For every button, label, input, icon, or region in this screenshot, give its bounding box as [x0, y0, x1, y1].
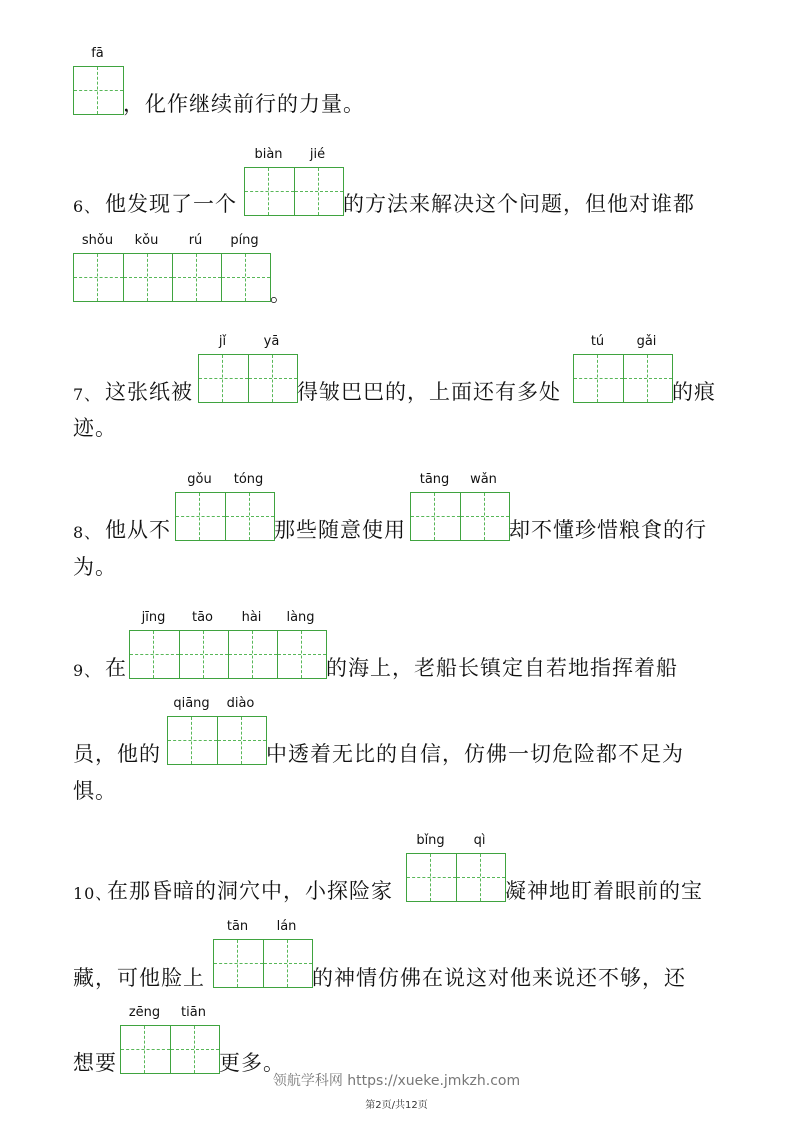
pinyin-diao: diào	[226, 696, 255, 711]
answer-box-shoukouruping[interactable]	[73, 253, 271, 302]
answer-box-tugai[interactable]	[573, 354, 673, 403]
q8-text-a: 他从不	[105, 518, 171, 542]
q10-text-b: 凝神地盯着眼前的宝	[505, 879, 703, 903]
q9-text-e: 惧。	[73, 779, 117, 803]
answer-box-bianjie[interactable]	[244, 167, 344, 216]
q10-text-f: 更多。	[219, 1051, 285, 1075]
pinyin-shou: shǒu	[81, 233, 114, 248]
q9-text-c: 员，他的	[73, 742, 161, 766]
q9-text-b: 的海上，老船长镇定自若地指挥着船	[326, 656, 678, 680]
pinyin-qiang: qiāng	[173, 696, 210, 711]
page-number: 第2页/共12页	[365, 1100, 428, 1111]
question-number-10: 10、	[73, 884, 113, 903]
q7-text-a: 这张纸被	[105, 380, 193, 404]
pinyin-ji: jǐ	[218, 334, 227, 349]
q8-text-c: 却不懂珍惜粮食的行	[509, 518, 707, 542]
pinyin-hai: hài	[241, 610, 262, 625]
answer-box-qiangdiao[interactable]	[167, 716, 267, 765]
pinyin-kou: kǒu	[134, 233, 159, 248]
pinyin-qi: qì	[473, 833, 486, 848]
q10-text-e: 想要	[73, 1051, 117, 1075]
q10-text-c: 藏，可他脸上	[73, 966, 205, 990]
pinyin-jie: jié	[309, 147, 326, 162]
line-text: ，化作继续前行的力量。	[123, 92, 365, 116]
pinyin-tao: tāo	[191, 610, 214, 625]
pinyin-lan: lán	[276, 919, 297, 934]
q10-text-d: 的神情仿佛在说这对他来说还不够，还	[312, 966, 686, 990]
watermark: 领航学科网 https://xueke.jmkzh.com	[272, 1073, 521, 1089]
answer-box-jiya[interactable]	[198, 354, 298, 403]
q8-text-b: 那些随意使用	[274, 518, 406, 542]
answer-box-tangwan[interactable]	[410, 492, 510, 541]
pinyin-wan: wǎn	[470, 472, 497, 487]
answer-box-goutong[interactable]	[175, 492, 275, 541]
pinyin-tan: tān	[226, 919, 249, 934]
question-number-9: 9、	[73, 661, 102, 680]
answer-box-bingqi[interactable]	[406, 853, 506, 902]
pinyin-fa: fā	[91, 46, 104, 61]
q7-text-d: 迹。	[73, 416, 117, 440]
pinyin-jing: jīng	[141, 610, 166, 625]
pinyin-gou: gǒu	[187, 472, 212, 487]
q6-text-a: 他发现了一个	[105, 192, 237, 216]
q6-text-c: 。	[270, 282, 292, 306]
question-number-8: 8、	[73, 523, 102, 542]
q9-text-d: 中透着无比的自信，仿佛一切危险都不足为	[266, 742, 684, 766]
pinyin-tong: tóng	[233, 472, 264, 487]
answer-box-zengtian[interactable]	[120, 1025, 220, 1074]
pinyin-lang: làng	[286, 610, 315, 625]
pinyin-zeng: zēng	[128, 1005, 161, 1020]
pinyin-ru: rú	[188, 233, 203, 248]
pinyin-ya: yā	[263, 334, 280, 349]
question-number-6: 6、	[73, 197, 102, 216]
pinyin-tu: tú	[590, 334, 605, 349]
q10-text-a: 在那昏暗的洞穴中，小探险家	[107, 879, 393, 903]
pinyin-tang: tāng	[419, 472, 450, 487]
pinyin-tian: tiān	[181, 1005, 206, 1020]
q7-text-c: 的痕	[672, 380, 716, 404]
answer-box-jingtaohailang[interactable]	[129, 630, 327, 679]
q7-text-b: 得皱巴巴的，上面还有多处	[297, 380, 561, 404]
q8-text-d: 为。	[73, 555, 117, 579]
answer-box-tanlan[interactable]	[213, 939, 313, 988]
pinyin-ping: píng	[230, 233, 259, 248]
pinyin-bing: bǐng	[416, 833, 445, 848]
question-number-7: 7、	[73, 385, 102, 404]
answer-box-fa[interactable]	[73, 66, 124, 115]
q6-text-b: 的方法来解决这个问题，但他对谁都	[343, 192, 695, 216]
pinyin-gai: gǎi	[636, 334, 657, 349]
q9-text-a: 在	[105, 656, 127, 680]
pinyin-bian: biàn	[254, 147, 283, 162]
